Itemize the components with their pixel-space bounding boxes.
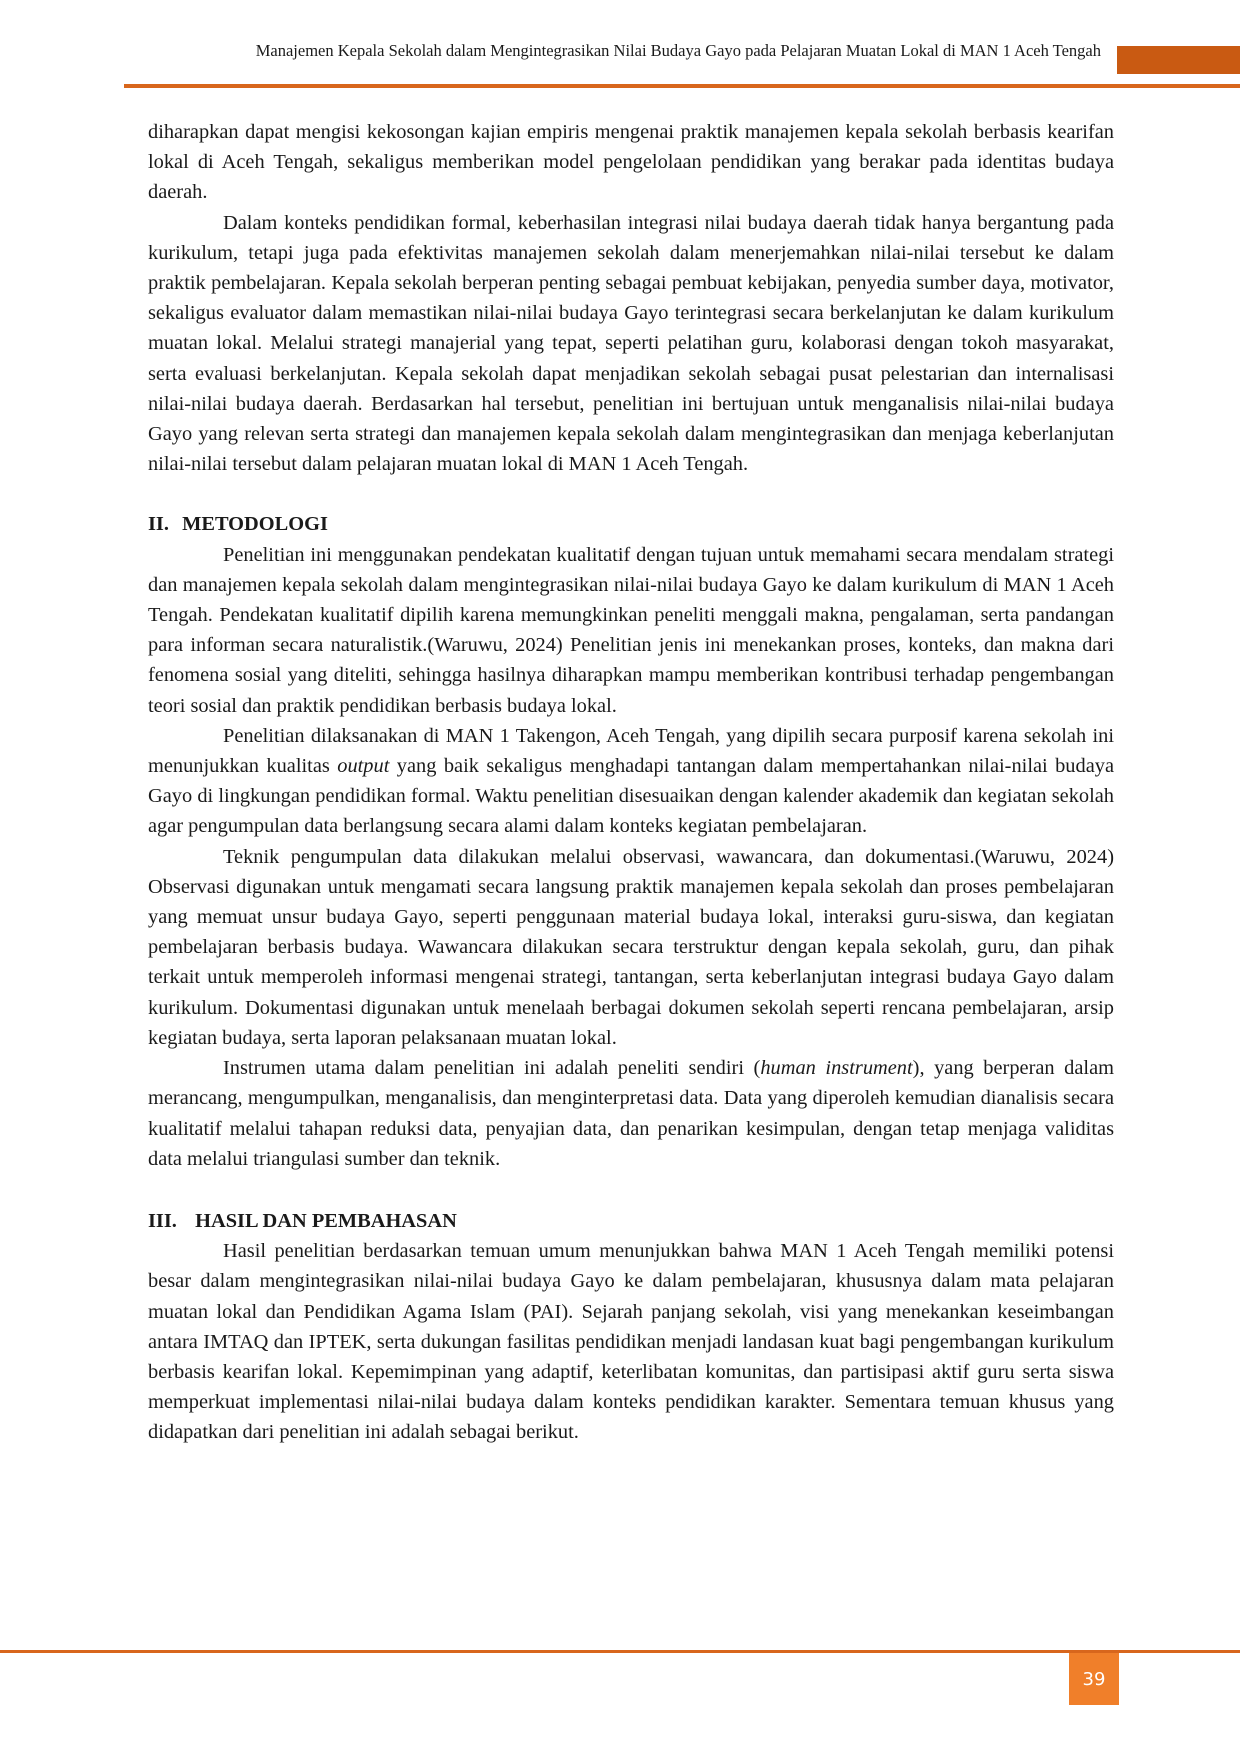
italic-term: output <box>337 755 390 778</box>
section-title: HASIL DAN PEMBAHASAN <box>195 1209 457 1232</box>
section-number: II. <box>148 513 169 536</box>
paragraph-metodologi-2 <box>148 721 1114 842</box>
header-accent-bar <box>1117 46 1240 74</box>
section-number: III. <box>148 1209 177 1232</box>
running-header: Manajemen Kepala Sekolah dalam Mengintegrasikan Nilai Budaya Gayo pada Pelajaran Muatan Lokal di MAN 1 Aceh Tengah <box>255 41 1101 60</box>
section-heading-hasil <box>148 1206 1114 1236</box>
header-rule <box>124 84 1240 88</box>
paragraph-metodologi-1: Penelitian ini menggunakan pendekatan kualitatif dengan tujuan untuk memahami secara mendalam strategi dan manajemen kepala sekolah dalam mengintegrasikan nilai-nilai budaya Gayo ke dalam kurikulum di MAN 1 Aceh Tengah. Pendekatan kualitatif dipilih karena memungkinkan peneliti menggali makna, pengalaman, serta pandangan para informan secara naturalistik.(Waruwu, 2024) Penelitian jenis ini menekankan proses, konteks, dan makna dari fenomena sosial yang diteliti, sehingga hasilnya diharapkan mampu memberikan kontribusi terhadap pengembangan teori sosial dan praktik pendidikan berbasis budaya lokal. <box>148 543 1114 717</box>
page-content <box>148 117 1114 1448</box>
text-run: Instrumen utama dalam penelitian ini adalah peneliti sendiri ( <box>223 1057 761 1080</box>
paragraph-context: Dalam konteks pendidikan formal, keberhasilan integrasi nilai budaya daerah tidak hanya bergantung pada kurikulum, tetapi juga pada efektivitas manajemen sekolah dalam menerjemahkan nilai-nilai tersebut ke dalam praktik pembelajaran. Kepala sekolah berperan penting sebagai pembuat kebijakan, penyedia sumber daya, motivator, sekaligus evaluator dalam memastikan nilai-nilai budaya Gayo terintegrasi secara berkelanjutan ke dalam kurikulum muatan lokal. Melalui strategi manajerial yang tepat, seperti pelatihan guru, kolaborasi dengan tokoh masyarakat, serta evaluasi berkelanjutan. Kepala sekolah dapat menjadikan sekolah sebagai pusat pelestarian dan internalisasi nilai-nilai budaya daerah. Berdasarkan hal tersebut, penelitian ini bertujuan untuk menganalisis nilai-nilai budaya Gayo yang relevan serta strategi dan manajemen kepala sekolah dalam mengintegrasikan dan menjaga keberlanjutan nilai-nilai tersebut dalam pelajaran muatan lokal di MAN 1 Aceh Tengah. <box>148 211 1114 476</box>
section-title: METODOLOGI <box>182 513 328 536</box>
section-heading-metodologi <box>148 509 1114 539</box>
text-run: yang baik sekaligus menghadapi tantangan dalam mempertahankan nilai-nilai budaya Gayo di lingkungan pendidikan formal. Waktu penelitian disesuaikan dengan kalender akademik dan kegiatan sekolah agar pengumpulan data berlangsung secara alami dalam konteks kegiatan pembelajaran. <box>148 755 1114 838</box>
footer-rule <box>0 1650 1240 1653</box>
page-number: 39 <box>1069 1653 1119 1705</box>
italic-term: human instrument <box>760 1057 913 1080</box>
paragraph-continued: diharapkan dapat mengisi kekosongan kajian empiris mengenai praktik manajemen kepala sekolah berbasis kearifan lokal di Aceh Tengah, sekaligus memberikan model pengelolaan pendidikan yang berakar pada identitas budaya daerah. <box>148 121 1114 204</box>
paragraph-hasil-1: Hasil penelitian berdasarkan temuan umum menunjukkan bahwa MAN 1 Aceh Tengah memiliki potensi besar dalam mengintegrasikan nilai-nilai budaya Gayo ke dalam pembelajaran, khususnya dalam mata pelajaran muatan lokal dan Pendidikan Agama Islam (PAI). Sejarah panjang sekolah, visi yang menekankan keseimbangan antara IMTAQ dan IPTEK, serta dukungan fasilitas pendidikan menjadi landasan kuat bagi pengembangan kurikulum berbasis kearifan lokal. Kepemimpinan yang adaptif, keterlibatan komunitas, dan partisipasi aktif guru serta siswa memperkuat implementasi nilai-nilai budaya dalam konteks pendidikan karakter. Sementara temuan khusus yang didapatkan dari penelitian ini adalah sebagai berikut. <box>148 1240 1114 1444</box>
text-run: ), yang berperan dalam merancang, mengumpulkan, menganalisis, dan menginterpretasi data. Data yang diperoleh kemudian dianalisis secara kualitatif melalui tahapan reduksi data, penyajian data, dan penarikan kesimpulan, dengan tetap menjaga validitas data melalui triangulasi sumber dan teknik. <box>148 1057 1114 1170</box>
text-run: Penelitian dilaksanakan di MAN 1 Takengon, Aceh Tengah, yang dipilih secara purposif karena sekolah ini menunjukkan kualitas <box>148 724 1114 778</box>
paragraph-metodologi-3: Teknik pengumpulan data dilakukan melalui observasi, wawancara, dan dokumentasi.(Waruwu, 2024) Observasi digunakan untuk mengamati secara langsung praktik manajemen kepala sekolah dan proses pembelajaran yang memuat unsur budaya Gayo, seperti penggunaan material budaya lokal, interaksi guru-siswa, dan kegiatan pembelajaran berbasis budaya. Wawancara dilakukan secara terstruktur dengan kepala sekolah, guru, dan pihak terkait untuk memperoleh informasi mengenai strategi, tantangan, serta keberlanjutan integrasi budaya Gayo dalam kurikulum. Dokumentasi digunakan untuk menelaah berbagai dokumen sekolah seperti rencana pembelajaran, arsip kegiatan budaya, serta laporan pelaksanaan muatan lokal. <box>148 845 1114 1049</box>
spacer <box>148 479 1114 509</box>
spacer <box>148 1174 1114 1206</box>
paragraph-metodologi-4 <box>148 1053 1114 1174</box>
